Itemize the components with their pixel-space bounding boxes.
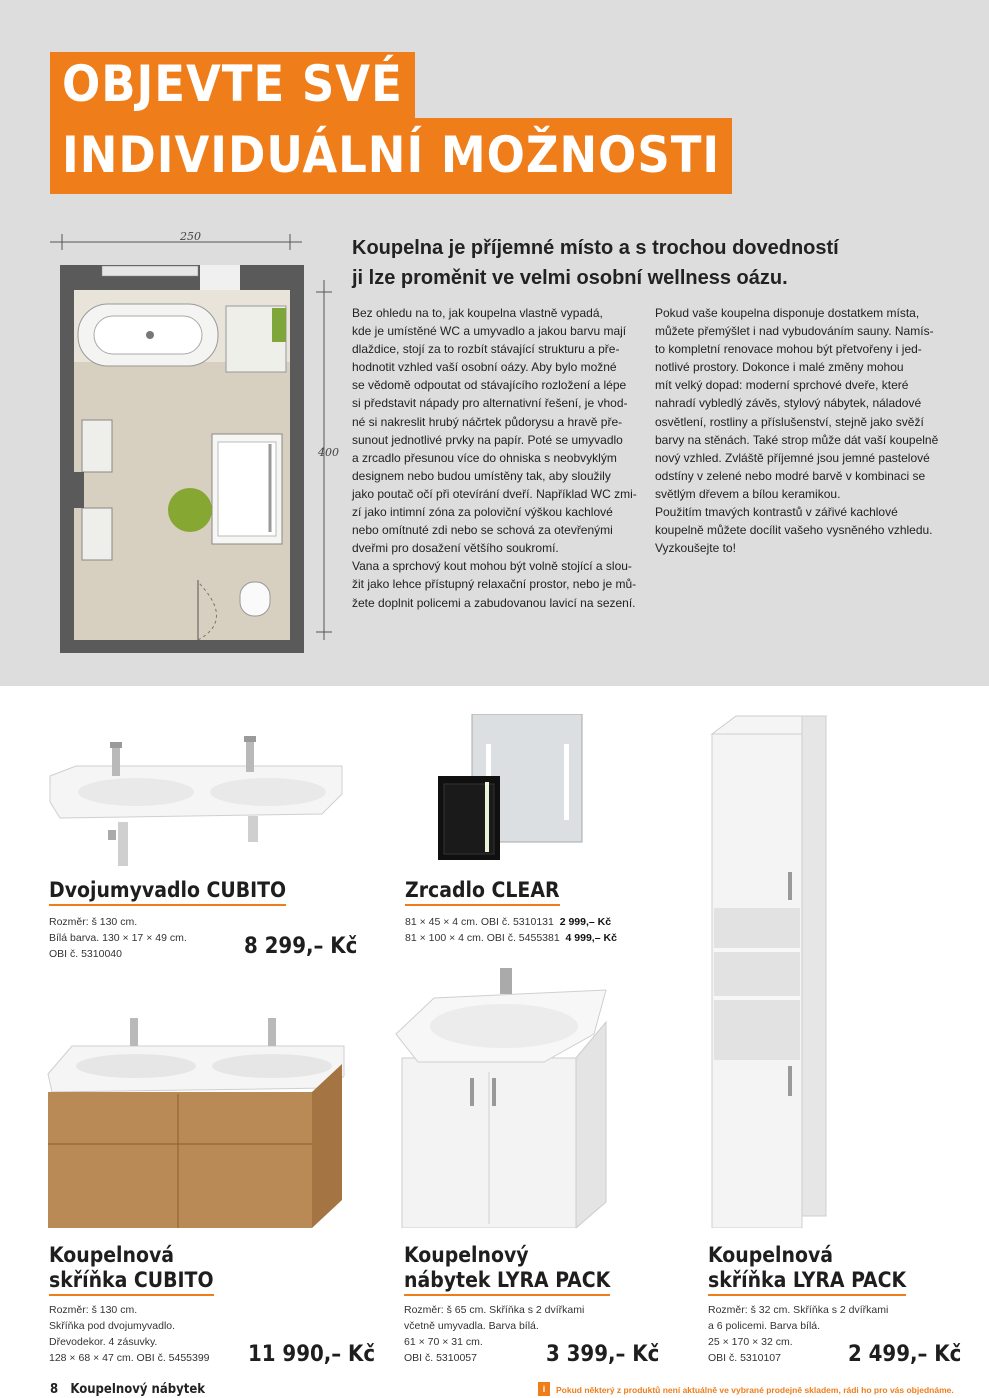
price-lyra-pack-furniture: 3 399,– Kč bbox=[546, 1342, 660, 1367]
product-name-cubito-washbasin: Dvojumyvadlo CUBITO bbox=[49, 878, 286, 906]
double-washbasin-image bbox=[46, 736, 346, 870]
col1-line: né si nakreslit hrubý náčrtek půdorysu a hravě pře- bbox=[352, 414, 623, 429]
col1-line: zí jako intimní zóna za poloviční výškou kachlové bbox=[352, 505, 613, 520]
headline-line2: INDIVIDUÁLNÍ MOŽNOSTI bbox=[50, 118, 732, 194]
product-name-cubito-cabinet: Koupelnová skříňka CUBITO bbox=[49, 1243, 214, 1296]
product-desc-cubito-cabinet bbox=[49, 1302, 210, 1366]
col2-line: koupelně můžete docílit vašeho vysněného vzhledu. bbox=[655, 523, 933, 538]
intro-column-1 bbox=[352, 304, 644, 612]
product-desc-cubito-washbasin bbox=[49, 914, 187, 962]
col1-line: hodnotit vzhled vaší osobní oázy. Aby bylo možné bbox=[352, 360, 617, 375]
desc-line: a 6 policemi. Barva bílá. bbox=[708, 1320, 821, 1332]
price-cubito-washbasin: 8 299,– Kč bbox=[244, 934, 358, 959]
desc-line: Rozměr: š 130 cm. bbox=[49, 916, 138, 928]
desc-line: OBI č. 5310107 bbox=[708, 1352, 781, 1364]
floor-plan-sketch bbox=[40, 220, 340, 660]
desc-line: včetně umyvadla. Barva bílá. bbox=[404, 1320, 539, 1332]
col2-line: nahradí vybledlý závěs, stylový nábytek, náladové bbox=[655, 396, 922, 411]
col1-line: designem nebo budou umístěny tak, aby sloužily bbox=[352, 468, 611, 483]
col1-line: Vana a sprchový kout mohou být volně stojící a slou- bbox=[352, 559, 632, 574]
intro-lead-line2: ji lze proměnit ve velmi osobní wellness oázu. bbox=[352, 267, 788, 289]
vanity-cabinet-image bbox=[46, 1016, 346, 1230]
intro-column-2 bbox=[655, 304, 953, 557]
product-name-lyra-pack-cabinet: Koupelnová skříňka LYRA PACK bbox=[708, 1243, 906, 1296]
page-footer bbox=[50, 1382, 205, 1397]
headline-line1: OBJEVTE SVÉ bbox=[50, 52, 415, 118]
col2-line: světlým dřevem a bílou keramikou. bbox=[655, 486, 841, 501]
product-name-clear-mirror: Zrcadlo CLEAR bbox=[405, 878, 560, 906]
col1-line: kde je umístěné WC a umyvadlo a jakou barvu mají bbox=[352, 324, 627, 339]
col2-line: mít velký dopad: moderní sprchové dveře, které bbox=[655, 378, 909, 393]
section-name: Koupelnový nábytek bbox=[70, 1382, 206, 1397]
info-icon: i bbox=[538, 1382, 550, 1396]
page-number: 8 bbox=[50, 1382, 59, 1397]
col2-line: barvy na stěnách. Také strop může dát vaší koupelně bbox=[655, 432, 939, 447]
availability-note bbox=[538, 1382, 954, 1398]
col1-line: dlaždice, stojí za to rozbít stávající strukturu a pře- bbox=[352, 342, 620, 357]
col2-line: nový vzhled. Zvláště příjemné jsou jemné pastelové bbox=[655, 450, 930, 465]
product-name-lyra-pack-furniture: Koupelnový nábytek LYRA PACK bbox=[404, 1243, 610, 1296]
desc-line: Skříňka pod dvojumyvadlo. bbox=[49, 1320, 176, 1332]
desc-line: OBI č. 5310057 bbox=[404, 1352, 477, 1364]
col1-line: žete doplnit policemi a zabudovanou lavicí na sezení. bbox=[352, 595, 636, 610]
col1-line: nebo omítnuté zdi nebo se schová za otevřenými bbox=[352, 523, 613, 538]
col2-line: Vyzkoušejte to! bbox=[655, 541, 736, 556]
desc-line: Dřevodekor. 4 zásuvky. bbox=[49, 1336, 158, 1348]
price-cubito-cabinet: 11 990,– Kč bbox=[248, 1342, 376, 1367]
desc-line: 25 × 170 × 32 cm. bbox=[708, 1336, 793, 1348]
mirror-row-2: 81 × 100 × 4 cm. OBI č. 5455381 4 999,– Kč bbox=[405, 932, 617, 944]
tall-cabinet-image bbox=[706, 712, 830, 1228]
intro-lead-line1: Koupelna je příjemné místo a s trochou dovedností bbox=[352, 237, 839, 259]
availability-note-text: Pokud některý z produktů není aktuálně ve vybrané prodejně skladem, rádi ho pro vás objednáme. bbox=[556, 1385, 954, 1395]
col1-line: Bez ohledu na to, jak koupelna vlastně vypadá, bbox=[352, 306, 603, 320]
desc-line: OBI č. 5310040 bbox=[49, 948, 122, 960]
col2-line: odstíny v zelené nebo modré barvě v kombinaci se bbox=[655, 468, 926, 483]
desc-line: 128 × 68 × 47 cm. OBI č. 5455399 bbox=[49, 1352, 210, 1364]
mirror-image bbox=[438, 714, 584, 860]
intro-lead bbox=[352, 233, 912, 293]
plan-height-label: 400 bbox=[318, 446, 339, 459]
col1-line: sunout jednotlivé prvky na papír. Poté se umyvadlo bbox=[352, 432, 623, 447]
col1-line: si představit nápady pro alternativní řešení, je vhod- bbox=[352, 396, 628, 411]
col1-line: a zrcadlo přesunou více do ohniska s neobvyklým bbox=[352, 450, 617, 465]
col1-line: žit jako lehce přístupný relaxační prostor, nebo je mů- bbox=[352, 577, 637, 592]
col2-line: můžete přemýšlet i nad vybudováním sauny. Namís- bbox=[655, 324, 934, 339]
col2-line: notlivé prostory. Dokonce i malé změny mohou bbox=[655, 360, 904, 375]
plan-width-label: 250 bbox=[180, 230, 201, 243]
col1-line: se vědomě odpoutat od stávajícího rozložení a lépe bbox=[352, 378, 627, 393]
mirror-row-1: 81 × 45 × 4 cm. OBI č. 5310131 2 999,– Kč bbox=[405, 916, 612, 928]
col2-line: to kompletní renovace mohou být přetvořeny i jed- bbox=[655, 342, 922, 357]
col1-line: jako poutač očí při otevírání dveří. Například WC zmi- bbox=[352, 486, 637, 501]
col2-line: osvětlení, rostliny a příslušenství, stejně jako svěží bbox=[655, 414, 924, 429]
desc-line: Bílá barva. 130 × 17 × 49 cm. bbox=[49, 932, 187, 944]
col2-line: Pokud vaše koupelna disponuje dostatkem místa, bbox=[655, 306, 920, 320]
washbasin-cabinet-image bbox=[394, 962, 614, 1228]
product-desc-clear-mirror bbox=[405, 914, 617, 946]
desc-line: Rozměr: š 130 cm. bbox=[49, 1304, 138, 1316]
col2-line: Použitím tmavých kontrastů v zářivé kachlové bbox=[655, 505, 898, 520]
price-lyra-pack-cabinet: 2 499,– Kč bbox=[848, 1342, 962, 1367]
desc-line: Rozměr: š 32 cm. Skříňka s 2 dvířkami bbox=[708, 1304, 889, 1316]
desc-line: 61 × 70 × 31 cm. bbox=[404, 1336, 483, 1348]
desc-line: Rozměr: š 65 cm. Skříňka s 2 dvířkami bbox=[404, 1304, 585, 1316]
col1-line: dveřmi pro dosažení většího soukromí. bbox=[352, 541, 559, 556]
